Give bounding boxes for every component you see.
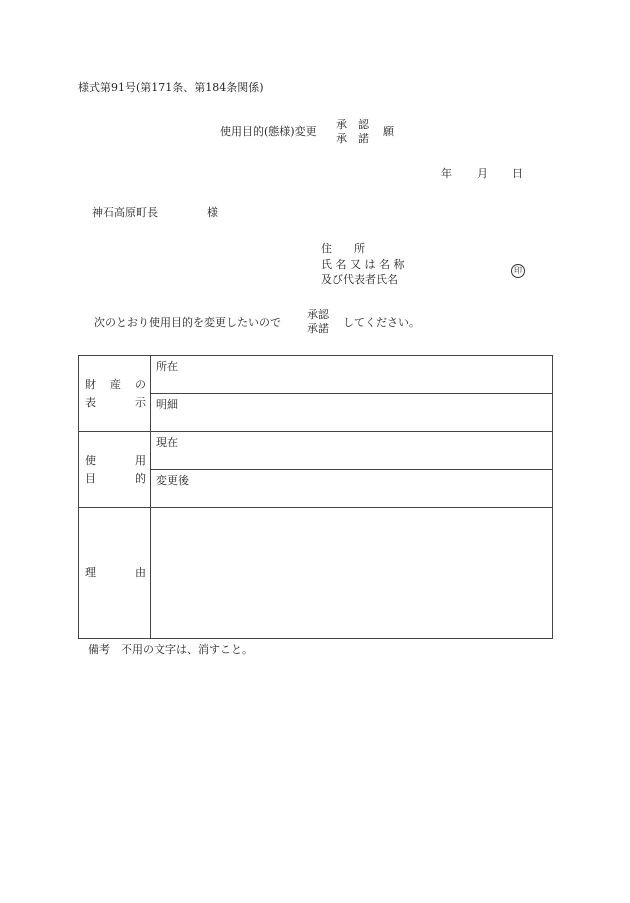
title-suffix: 願 [383, 125, 394, 138]
body-option-approval: 承認 [307, 308, 329, 321]
location-field[interactable] [151, 356, 553, 394]
details-label: 明細 [156, 398, 178, 411]
title-option-approval: 承 認 [336, 118, 369, 131]
purpose-label-line-1: 使 用 [85, 453, 146, 467]
application-table [78, 355, 553, 639]
body-option-consent: 承諾 [307, 322, 329, 335]
current-label: 現在 [156, 436, 178, 449]
applicant-address-label: 住 所 [321, 242, 365, 255]
reason-field[interactable] [151, 508, 553, 639]
applicant-rep-label: 及び代表者氏名 [321, 273, 398, 286]
addressee-honorific: 様 [207, 206, 218, 219]
current-purpose-field[interactable] [151, 432, 553, 470]
location-label: 所在 [156, 360, 178, 373]
reason-label: 理 由 [79, 508, 151, 639]
body-text-suffix: してください。 [343, 316, 420, 329]
purpose-label [79, 432, 151, 508]
property-label-line-2: 表 示 [85, 395, 146, 409]
date-month: 月 [477, 167, 488, 180]
applicant-name-label: 氏 名 又 は 名 称 [321, 258, 405, 271]
form-number: 様式第91号(第171条、第184条関係) [78, 81, 264, 94]
title-option-consent: 承 諾 [336, 132, 369, 145]
seal-mark: 印 [511, 264, 525, 278]
title-prefix: 使用目的(態様)変更 [220, 125, 317, 138]
details-field[interactable] [151, 394, 553, 432]
new-purpose-field[interactable] [151, 470, 553, 508]
body-text-prefix: 次のとおり使用目的を変更したいので [94, 316, 281, 329]
footnote: 備考 不用の文字は、消すこと。 [88, 643, 253, 656]
purpose-label-line-2: 目 的 [85, 471, 146, 485]
property-label-line-1: 財 産 の [85, 377, 146, 391]
date-year: 年 [441, 167, 452, 180]
property-label [79, 356, 151, 432]
addressee: 神石高原町長 [92, 206, 158, 219]
after-change-label: 変更後 [156, 474, 189, 487]
date-day: 日 [512, 167, 523, 180]
